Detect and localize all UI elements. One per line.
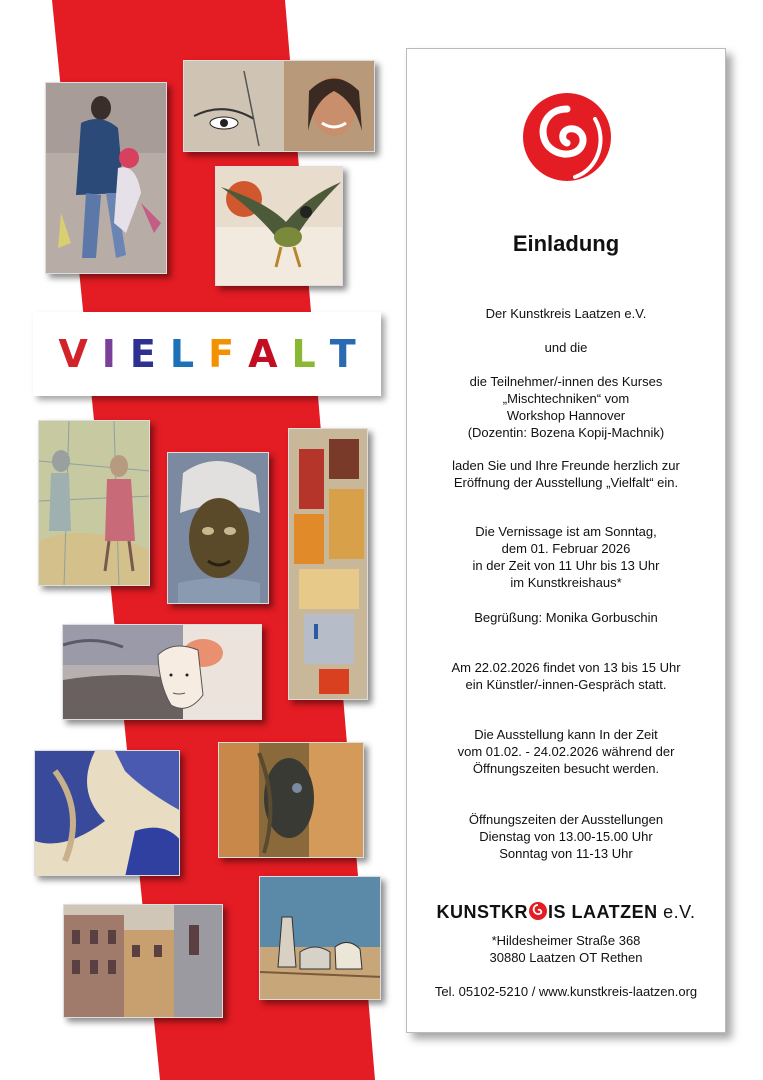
painting-walking-figures [45,82,167,274]
course-line: (Dozentin: Bozena Kopij-Machnik) [467,425,665,440]
painting-still-life-bottles [259,876,381,1000]
wordmark-swirl-icon [528,901,548,921]
period-line: Öffnungszeiten besucht werden. [472,761,660,776]
painting-blue-abstract [34,750,180,876]
invite-line: Eröffnung der Ausstellung „Vielfalt“ ein. [453,475,679,490]
painting-old-town [63,904,223,1018]
and-text: und die [544,340,588,355]
invite-block [407,457,725,491]
invitation-card [406,48,726,1033]
banner-letter-i: I [101,332,130,376]
address-block [407,932,725,966]
vernissage-line: im Kunstkreishaus* [510,575,622,590]
painting-portrait-headscarf [167,452,269,604]
kunstkreis-swirl-logo [517,89,617,189]
painting-two-figures-map [38,420,150,586]
banner-letter-f: F [208,332,249,376]
hours-block [407,811,725,862]
vernissage-line: dem 01. Februar 2026 [501,541,631,556]
vernissage-line: in der Zeit von 11 Uhr bis 13 Uhr [472,558,660,573]
greeting-text: Begrüßung: Monika Gorbuschin [474,610,658,625]
talk-line: ein Künstler/-innen-Gespräch statt. [465,677,667,692]
course-block [407,373,725,441]
painting-abstract-colour-blocks [288,428,368,700]
talk-line: Am 22.02.2026 findet von 13 bis 15 Uhr [451,660,681,675]
kunstkreis-wordmark [407,901,725,923]
painting-dark-abstract [218,742,364,858]
organizer-text: Der Kunstkreis Laatzen e.V. [485,306,647,321]
course-line: „Mischtechniken“ vom [502,391,630,406]
hours-line: Öffnungszeiten der Ausstellungen [468,812,664,827]
painting-face-landscape [62,624,262,720]
banner-letter-v: V [58,332,102,376]
banner-letter-l2: L [291,332,330,376]
hours-line: Dienstag von 13.00-15.00 Uhr [479,829,653,844]
painting-bird-sunset [215,166,343,286]
course-line: die Teilnehmer/-innen des Kurses [469,374,663,389]
banner-letter-t: T [329,332,356,376]
invitation-heading: Einladung [512,231,620,256]
period-line: vom 01.02. - 24.02.2026 während der [457,744,675,759]
vernissage-block [407,523,725,591]
talk-block [407,659,725,693]
hours-line: Sonntag von 11-13 Uhr [499,846,633,861]
period-block [407,726,725,777]
vernissage-line: Die Vernissage ist am Sonntag, [475,524,657,539]
period-line: Die Ausstellung kann In der Zeit [474,727,658,742]
wordmark-left: KUNSTKR [436,902,528,922]
invite-line: laden Sie und Ihre Freunde herzlich zur [452,458,680,473]
wordmark-right: IS LAATZEN [547,902,658,922]
painting-faces-sketch [183,60,375,152]
address-line: 30880 Laatzen OT Rethen [489,950,643,965]
vielfalt-banner [33,312,381,396]
course-line: Workshop Hannover [506,408,626,423]
banner-letter-e: E [129,332,170,376]
address-line: *Hildesheimer Straße 368 [491,933,641,948]
contact-line: Tel. 05102-5210 / www.kunstkreis-laatzen.org [434,984,698,999]
banner-letter-a: A [248,332,292,376]
banner-letter-l: L [169,332,209,376]
wordmark-suffix: e.V. [663,902,696,922]
